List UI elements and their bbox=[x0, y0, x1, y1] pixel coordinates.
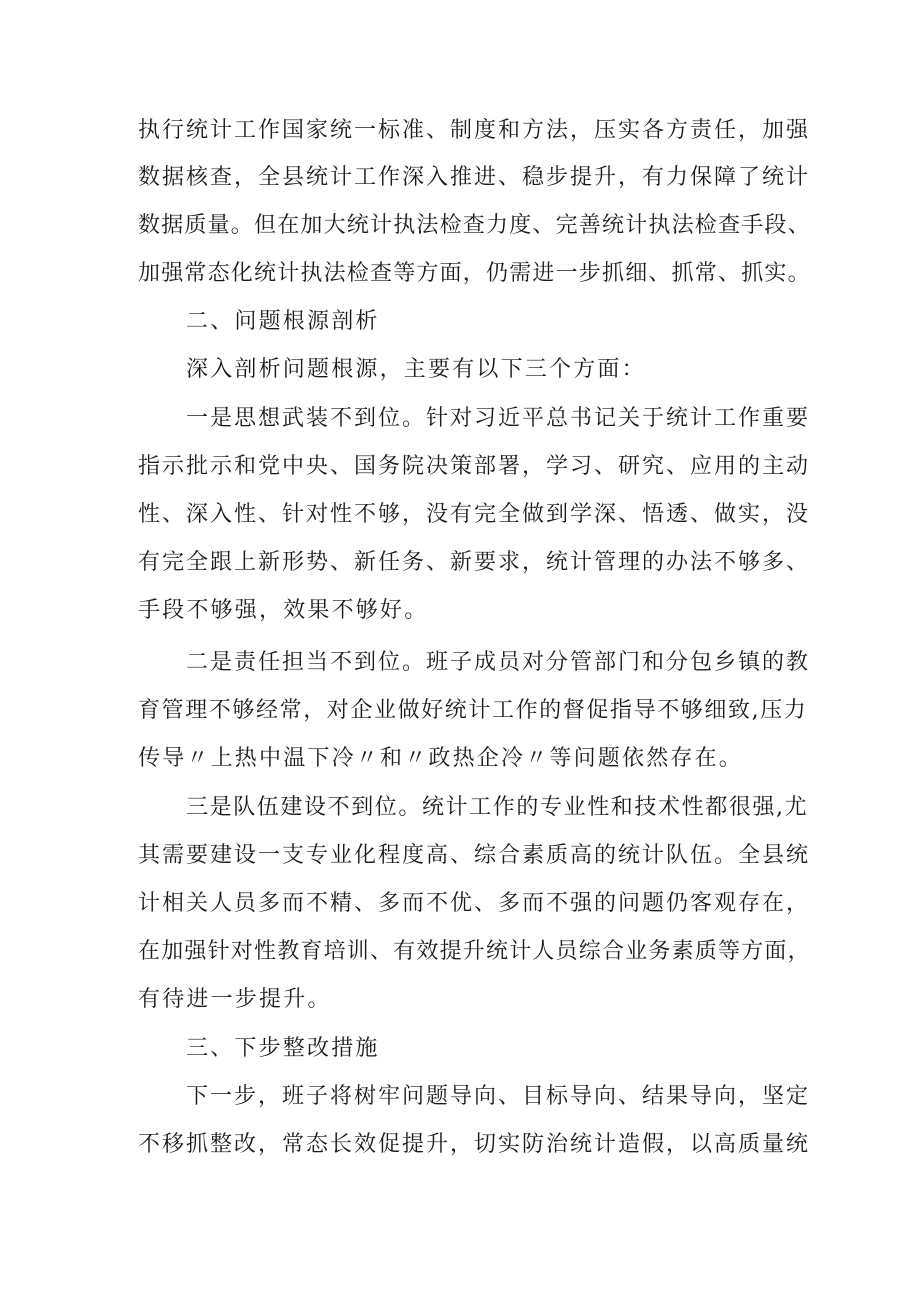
body-text-line: 指示批示和党中央、国务院决策部署，学习、研究、应用的主动 bbox=[138, 454, 811, 479]
section-heading: 二、问题根源剖析 bbox=[186, 309, 380, 334]
body-text-line: 加强常态化统计执法检查等方面，仍需进一步抓细、抓常、抓实。 bbox=[138, 261, 811, 286]
body-text-line: 手段不够强，效果不够好。 bbox=[138, 598, 429, 623]
body-text-line: 执行统计工作国家统一标准、制度和方法，压实各方责任，加强 bbox=[138, 118, 811, 143]
body-text-line: 数据核查，全县统计工作深入推进、稳步提升，有力保障了统计 bbox=[138, 165, 811, 190]
body-text-line: 其需要建设一支专业化程度高、综合素质高的统计队伍。全县统 bbox=[138, 843, 811, 868]
body-text-line: 有待进一步提升。 bbox=[138, 987, 332, 1012]
body-text-line: 深入剖析问题根源，主要有以下三个方面： bbox=[186, 357, 646, 382]
body-text-line: 数据质量。但在加大统计执法检查力度、完善统计执法检查手段、 bbox=[138, 213, 811, 238]
body-text-line: 不移抓整改，常态长效促提升，切实防治统计造假，以高质量统 bbox=[138, 1132, 811, 1157]
body-text-line: 计相关人员多而不精、多而不优、多而不强的问题仍客观存在， bbox=[138, 891, 811, 916]
body-text-line: 有完全跟上新形势、新任务、新要求，统计管理的办法不够多、 bbox=[138, 550, 811, 575]
body-text-line: 在加强针对性教育培训、有效提升统计人员综合业务素质等方面， bbox=[138, 939, 811, 964]
body-text-line: 一是思想武装不到位。针对习近平总书记关于统计工作重要 bbox=[186, 406, 811, 431]
body-text-line: 下一步，班子将树牢问题导向、目标导向、结果导向，坚定 bbox=[186, 1084, 811, 1109]
body-text-line: 育管理不够经常，对企业做好统计工作的督促指导不够细致,压力 bbox=[138, 698, 808, 723]
section-heading: 三、下步整改措施 bbox=[186, 1036, 380, 1061]
body-text-line: 性、深入性、针对性不够，没有完全做到学深、悟透、做实，没 bbox=[138, 502, 811, 527]
body-text-line: 二是责任担当不到位。班子成员对分管部门和分包乡镇的教 bbox=[186, 650, 811, 675]
body-text-line: 三是队伍建设不到位。统计工作的专业性和技术性都很强,尤 bbox=[186, 795, 809, 820]
body-text-line: 传导〃上热中温下冷〃和〃政热企冷〃等问题依然存在。 bbox=[138, 746, 744, 771]
